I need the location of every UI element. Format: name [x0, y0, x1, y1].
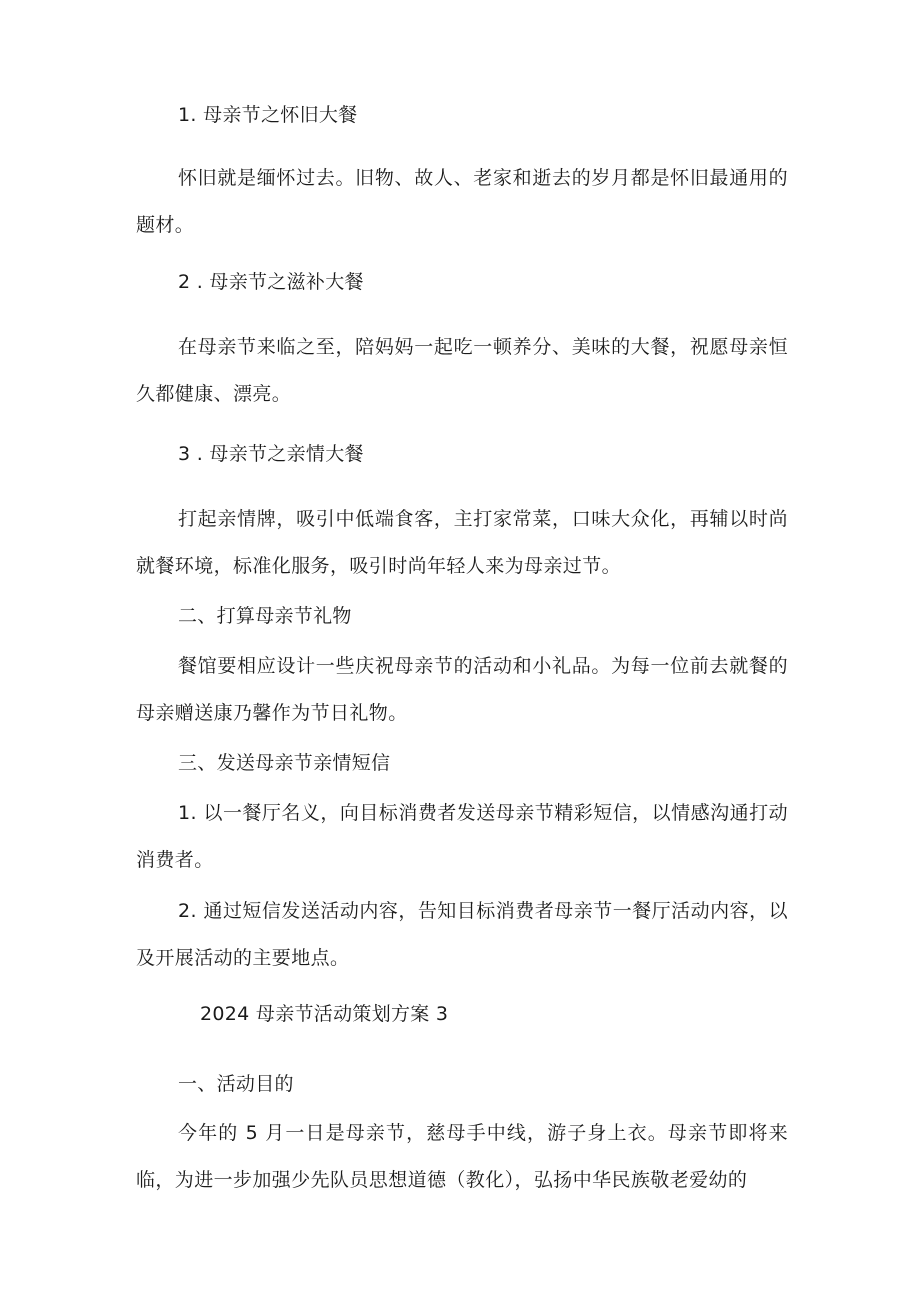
section-heading-gifts: 二、打算母亲节礼物 — [178, 605, 352, 627]
paragraph-family: 打起亲情牌，吸引中低端食客，主打家常菜，口味大众化，再辅以时尚就餐环境，标准化服务，吸引时尚年轻人来为母亲过节。 — [136, 508, 788, 577]
paragraph-nostalgia: 怀旧就是缅怀过去。旧物、故人、老家和逝去的岁月都是怀旧最通用的题材。 — [136, 167, 788, 236]
section-heading-purpose: 一、活动目的 — [178, 1073, 294, 1095]
heading-nourishing-meal: 2 . 母亲节之滋补大餐 — [178, 271, 364, 293]
paragraph-nourishing: 在母亲节来临之至，陪妈妈一起吃一顿养分、美味的大餐，祝愿母亲恒久都健康、漂亮。 — [136, 336, 788, 405]
plan-title: 2024 母亲节活动策划方案 3 — [200, 1003, 449, 1025]
paragraph-sms-1: 1. 以一餐厅名义，向目标消费者发送母亲节精彩短信，以情感沟通打动消费者。 — [136, 802, 788, 871]
section-heading-sms: 三、发送母亲节亲情短信 — [178, 752, 391, 774]
heading-family-meal: 3 . 母亲节之亲情大餐 — [178, 443, 364, 465]
paragraph-gifts: 餐馆要相应设计一些庆祝母亲节的活动和小礼品。为每一位前去就餐的母亲赠送康乃馨作为节日礼物。 — [136, 655, 788, 724]
heading-nostalgia-meal: 1. 母亲节之怀旧大餐 — [178, 104, 358, 126]
paragraph-sms-2: 2. 通过短信发送活动内容，告知目标消费者母亲节一餐厅活动内容，以及开展活动的主要地点。 — [136, 900, 788, 969]
paragraph-purpose: 今年的 5 月一日是母亲节，慈母手中线，游子身上衣。母亲节即将来临，为进一步加强少先队员思想道德（教化），弘扬中华民族敬老爱幼的 — [136, 1122, 788, 1191]
